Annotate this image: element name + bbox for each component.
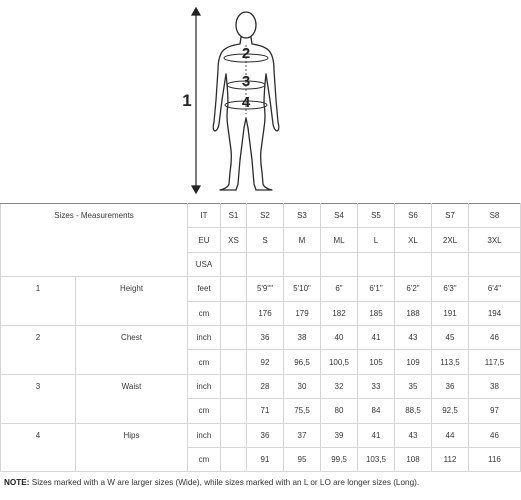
size-header-cell (221, 252, 247, 276)
measurement-value: 103,5 (358, 447, 395, 471)
measurement-value: 97 (469, 399, 521, 423)
size-system-label: EU (188, 228, 221, 252)
table-header-title: Sizes - Measurements (1, 204, 188, 277)
size-header-cell: 2XL (432, 228, 469, 252)
measurement-value (221, 399, 247, 423)
size-header-cell: S6 (395, 204, 432, 228)
measurement-row (1, 277, 521, 301)
label-chest: 2 (241, 45, 251, 62)
measurement-value: 38 (469, 374, 521, 398)
measurement-value: 113,5 (432, 350, 469, 374)
height-arrow (192, 8, 200, 193)
measurement-value (221, 350, 247, 374)
measurement-unit: cm (188, 350, 221, 374)
measurement-name: Chest (76, 325, 188, 374)
measurement-value: 92 (247, 350, 284, 374)
measurement-value: 117,5 (469, 350, 521, 374)
label-height: 1 (182, 91, 192, 110)
size-header-cell (321, 252, 358, 276)
size-header-cell: M (284, 228, 321, 252)
measurement-value: 116 (469, 447, 521, 471)
label-hips: 4 (241, 94, 251, 111)
measurement-value: 44 (432, 423, 469, 447)
measurement-value: 188 (395, 301, 432, 325)
body-measurement-figure (0, 0, 500, 200)
measurement-value: 96,5 (284, 350, 321, 374)
measurement-value: 6" (321, 277, 358, 301)
measurement-value (221, 447, 247, 471)
measurement-value: 6'1" (358, 277, 395, 301)
measurement-value: 108 (395, 447, 432, 471)
measurement-number: 1 (1, 277, 76, 326)
size-header-cell: XL (395, 228, 432, 252)
measurement-value: 109 (395, 350, 432, 374)
measurement-value: 32 (321, 374, 358, 398)
measurement-value: 112 (432, 447, 469, 471)
measurement-value: 35 (395, 374, 432, 398)
measurement-value: 41 (358, 423, 395, 447)
note-label: NOTE: (4, 478, 30, 487)
measurement-value: 39 (321, 423, 358, 447)
measurement-value: 185 (358, 301, 395, 325)
size-header-cell: S7 (432, 204, 469, 228)
measurement-value: 91 (247, 447, 284, 471)
measurement-value (221, 423, 247, 447)
measurement-value: 45 (432, 325, 469, 349)
size-system-label: IT (188, 204, 221, 228)
size-header-cell: S (247, 228, 284, 252)
measurement-value: 5'10" (284, 277, 321, 301)
measurement-number: 2 (1, 325, 76, 374)
measurement-unit: cm (188, 447, 221, 471)
measurement-value: 5'9"" (247, 277, 284, 301)
size-header-cell: S8 (469, 204, 521, 228)
measurement-value: 191 (432, 301, 469, 325)
label-waist: 3 (241, 73, 251, 90)
measurement-unit: inch (188, 325, 221, 349)
size-note (4, 478, 498, 487)
size-header-cell (395, 252, 432, 276)
size-header-cell: S4 (321, 204, 358, 228)
size-header-cell: L (358, 228, 395, 252)
measurement-value (221, 325, 247, 349)
size-header-cell (284, 252, 321, 276)
measurement-row (1, 423, 521, 447)
measurement-value: 33 (358, 374, 395, 398)
measurement-name: Height (76, 277, 188, 326)
size-header-cell (432, 252, 469, 276)
size-system-label: USA (188, 252, 221, 276)
measurement-unit: inch (188, 374, 221, 398)
measurement-value: 92,5 (432, 399, 469, 423)
size-header-cell: ML (321, 228, 358, 252)
measurement-value: 43 (395, 423, 432, 447)
note-text: Sizes marked with a W are larger sizes (Wide), while sizes marked with an L or LO are longer sizes (Long). (29, 478, 420, 487)
measurement-number: 4 (1, 423, 76, 472)
measurement-value: 40 (321, 325, 358, 349)
measurement-value: 80 (321, 399, 358, 423)
measurement-value: 6'4" (469, 277, 521, 301)
measurement-value: 88,5 (395, 399, 432, 423)
measurement-value: 194 (469, 301, 521, 325)
measurement-value: 46 (469, 423, 521, 447)
measurement-value: 100,5 (321, 350, 358, 374)
measurement-value: 99,5 (321, 447, 358, 471)
measurement-number: 3 (1, 374, 76, 423)
measurement-value: 43 (395, 325, 432, 349)
measurement-value: 95 (284, 447, 321, 471)
measurement-value: 36 (247, 423, 284, 447)
measurement-value (221, 277, 247, 301)
size-header-row (1, 204, 521, 228)
measurement-value: 176 (247, 301, 284, 325)
measurement-value: 182 (321, 301, 358, 325)
measurement-value: 37 (284, 423, 321, 447)
size-header-cell (469, 252, 521, 276)
measurement-unit: feet (188, 277, 221, 301)
measurement-value: 46 (469, 325, 521, 349)
measurement-value: 36 (247, 325, 284, 349)
measurement-value (221, 301, 247, 325)
size-header-cell: S5 (358, 204, 395, 228)
measurement-value: 84 (358, 399, 395, 423)
measurement-unit: cm (188, 399, 221, 423)
measurement-row (1, 325, 521, 349)
size-header-cell: S1 (221, 204, 247, 228)
measurement-value: 30 (284, 374, 321, 398)
size-chart-table (0, 203, 521, 472)
size-header-cell: 3XL (469, 228, 521, 252)
size-header-cell: XS (221, 228, 247, 252)
measurement-value: 6'2" (395, 277, 432, 301)
measurement-value: 38 (284, 325, 321, 349)
measurement-value: 6'3" (432, 277, 469, 301)
measurement-value: 105 (358, 350, 395, 374)
size-header-cell: S3 (284, 204, 321, 228)
measurement-value (221, 374, 247, 398)
measurement-value: 28 (247, 374, 284, 398)
measurement-value: 41 (358, 325, 395, 349)
measurement-value: 36 (432, 374, 469, 398)
measurement-unit: cm (188, 301, 221, 325)
measurement-name: Waist (76, 374, 188, 423)
size-header-cell (247, 252, 284, 276)
measurement-value: 75,5 (284, 399, 321, 423)
measurement-row (1, 374, 521, 398)
size-header-cell: S2 (247, 204, 284, 228)
measurement-unit: inch (188, 423, 221, 447)
measurement-value: 71 (247, 399, 284, 423)
measurement-name: Hips (76, 423, 188, 472)
size-header-cell (358, 252, 395, 276)
measurement-value: 179 (284, 301, 321, 325)
